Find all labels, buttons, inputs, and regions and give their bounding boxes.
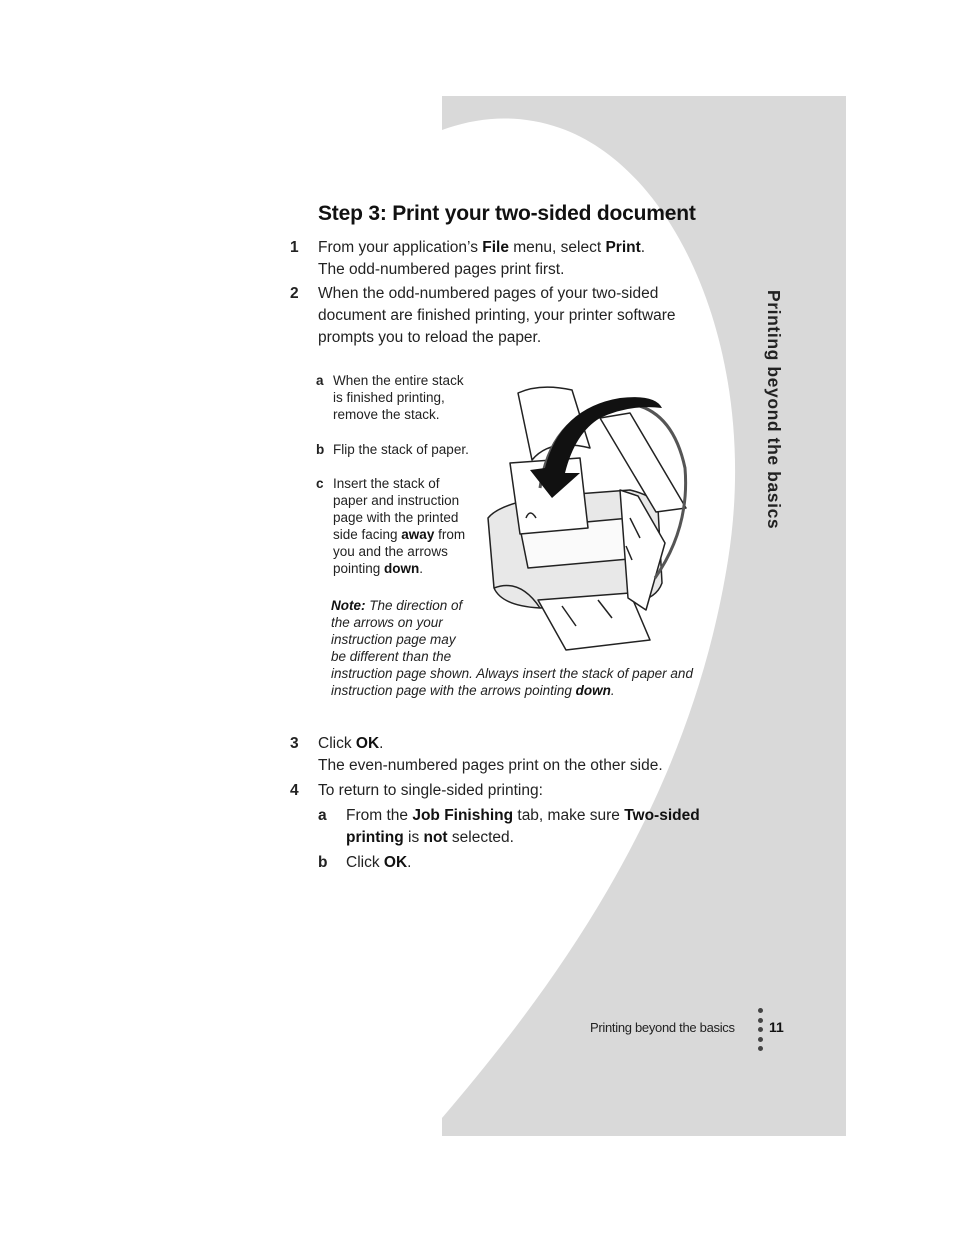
step-1-number: 1 (290, 239, 299, 256)
substep-a-text: When the entire stack is finished printing, remove the stack. (333, 373, 464, 422)
step-2-text: When the odd-numbered pages of your two-sided document are finished printing, your printer software prompts you to reload the paper. (318, 285, 676, 346)
note-text: Note: The direction of the arrows on your instruction page may be different than the instruction page shown. Always insert the stack of paper and instruction page with the arrows pointing down. (331, 598, 693, 698)
step-3-number: 3 (290, 735, 299, 752)
step-4a-letter: a (318, 807, 327, 824)
substep-a-letter: a (316, 373, 324, 388)
substep-c-text: Insert the stack of paper and instruction page with the printed side facing away from you and the arrows pointing down. (333, 476, 466, 576)
step-4-number: 4 (290, 782, 299, 799)
substep-b-text: Flip the stack of paper. (333, 442, 469, 457)
step-4-text: To return to single-sided printing: (318, 782, 543, 799)
footer-section-title: Printing beyond the basics (590, 1020, 735, 1035)
step-3-text: Click OK. The even-numbered pages print on the other side. (318, 735, 663, 774)
page-number: 11 (769, 1019, 784, 1035)
sidebar-section-label: Printing beyond the basics (764, 290, 784, 530)
substep-b-letter: b (316, 442, 325, 457)
footer-dots (758, 1008, 766, 1056)
step-2-number: 2 (290, 285, 299, 302)
printer-illustration (480, 378, 695, 658)
page-title: Step 3: Print your two-sided document (318, 202, 696, 225)
step-4b-text: Click OK. (346, 854, 412, 871)
step-1-text: From your application’s File menu, select Print. The odd-numbered pages print first. (318, 239, 646, 278)
substep-c-letter: c (316, 476, 324, 491)
step-4b-letter: b (318, 854, 328, 871)
step-4a-text: From the Job Finishing tab, make sure Two-sided printing is not selected. (346, 807, 700, 846)
